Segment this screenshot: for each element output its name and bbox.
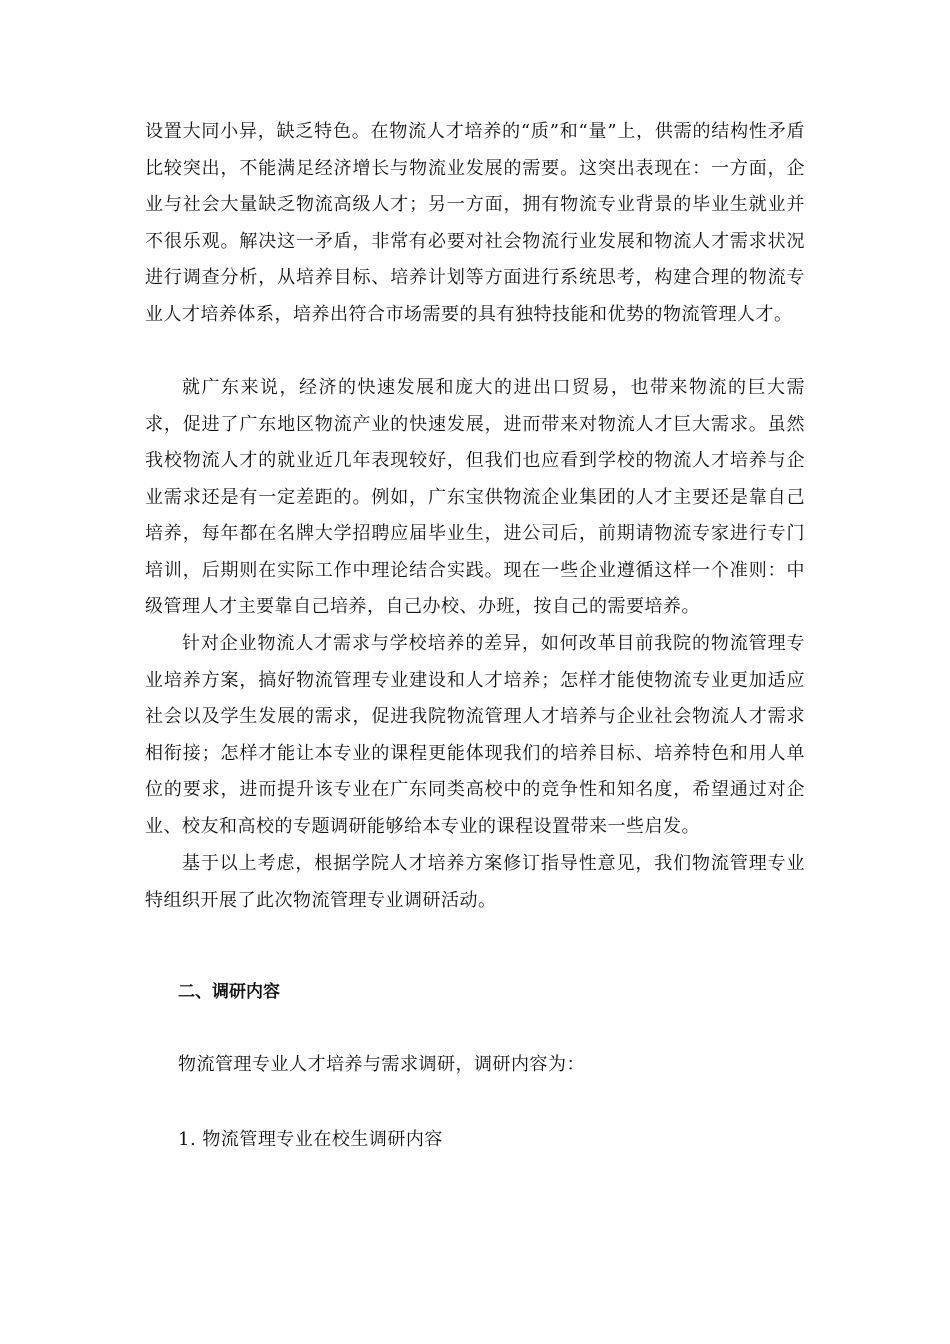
body-paragraph-3: 针对企业物流人才需求与学校培养的差异，如何改革目前我院的物流管理专业培养方案，搞好物流管理专业建设和人才培养；怎样才能使物流专业更加适应社会以及学生发展的需求，促进我院物流管理人才培养与企业社会物流人才需求相衔接；怎样才能让本专业的课程更能体现我们的培养目标、培养特色和用人单位的要求，进而提升该专业在广东同类高校中的竞争性和知名度，希望通过对企业、校友和高校的专题调研能够给本专业的课程设置带来一些启发。 [145,633,805,837]
body-paragraph-2: 就广东来说，经济的快速发展和庞大的进出口贸易，也带来物流的巨大需求，促进了广东地区物流产业的快速发展，进而带来对物流人才巨大需求。虽然我校物流人才的就业近几年表现较好，但我们也应看到学校的物流人才培养与企业需求还是有一定差距的。例如，广东宝供物流企业集团的人才主要还是靠自己培养，每年都在名牌大学招聘应届毕业生，进公司后，前期请物流专家进行专门培训，后期则在实际工作中理论结合实践。现在一些企业遵循这样一个准则：中级管理人才主要靠自己培养，自己办校、办班，按自己的需要培养。 [145,377,805,617]
body-paragraph-4: 基于以上考虑，根据学院人才培养方案修订指导性意见，我们物流管理专业特组织开展了此次物流管理专业调研活动。 [145,853,805,911]
section-heading: 二、调研内容 [178,982,280,1002]
body-paragraph-1: 设置大同小异，缺乏特色。在物流人才培养的“质”和“量”上，供需的结构性矛盾比较突出，不能满足经济增长与物流业发展的需要。这突出表现在：一方面，企业与社会大量缺乏物流高级人才；另一方面，拥有物流专业背景的毕业生就业并不很乐观。解决这一矛盾，非常有必要对社会物流行业发展和物流人才需求状况进行调查分析，从培养目标、培养计划等方面进行系统思考，构建合理的物流专业人才培养体系，培养出符合市场需要的具有独特技能和优势的物流管理人才。 [145,121,805,325]
list-item: 1. 物流管理专业在校生调研内容 [178,1129,443,1150]
section-intro: 物流管理专业人才培养与需求调研，调研内容为： [178,1054,585,1075]
